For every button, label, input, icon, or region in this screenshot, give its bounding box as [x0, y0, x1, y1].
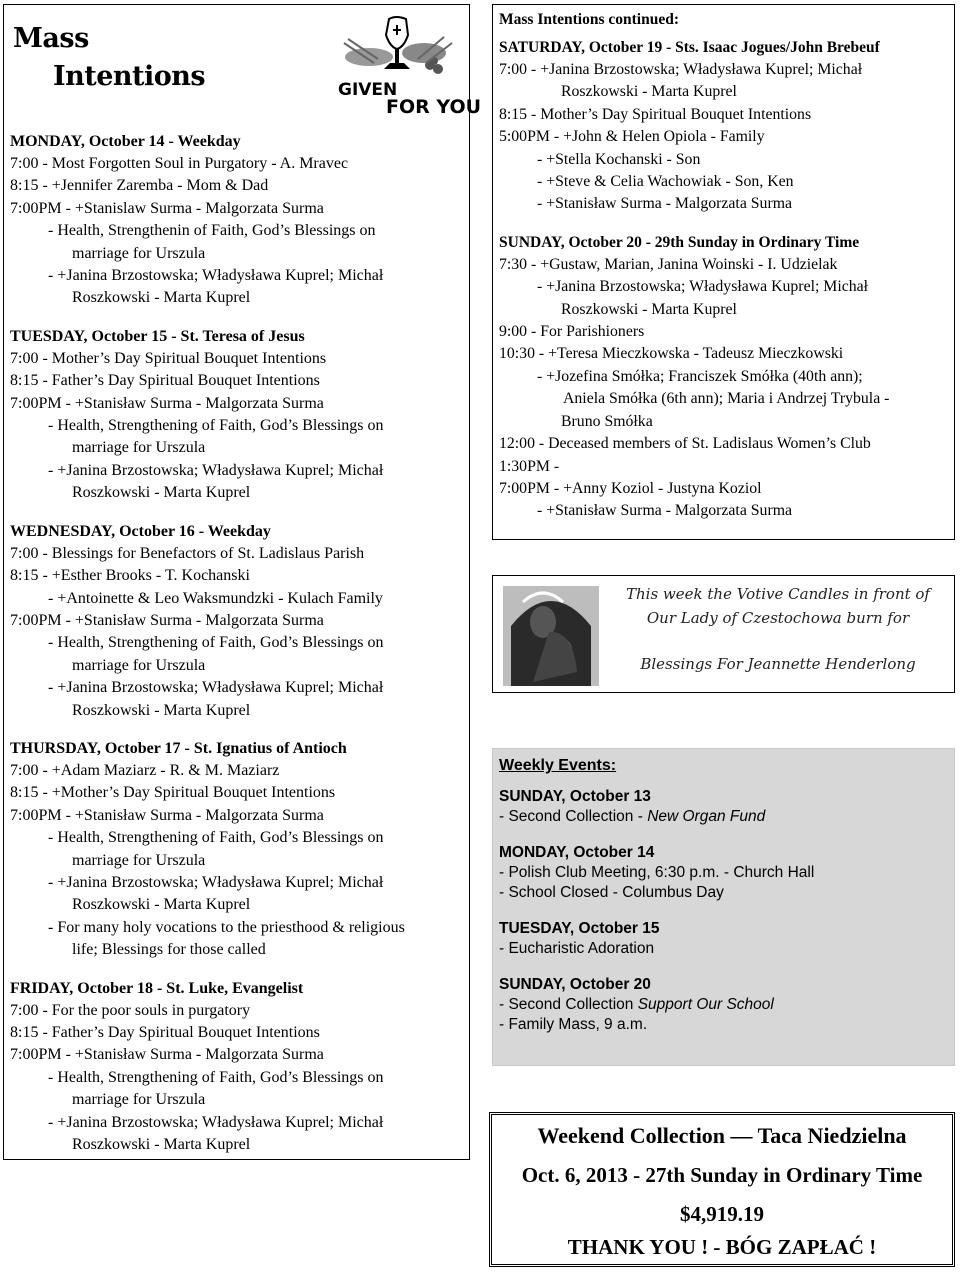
day-heading: SATURDAY, October 19 - Sts. Isaac Jogues/John Brebeuf [499, 39, 880, 56]
day-heading: FRIDAY, October 18 - St. Luke, Evangelist [10, 979, 304, 997]
collection-amount: $4,919.19 [680, 1202, 764, 1226]
intention-entry: - +Janina Brzostowska; Władysława Kuprel; Michał [48, 461, 384, 479]
intention-entry: 7:30 - +Gustaw, Marian, Janina Woinski - I. Udzielak [499, 255, 838, 273]
intention-entry: - Health, Strengthening of Faith, God’s Blessings on [48, 417, 384, 435]
collection-title: Weekend Collection — Taca Niedzielna [537, 1123, 907, 1148]
weekly-event-italic: Support Our School [637, 996, 774, 1013]
weekly-event-group [499, 787, 948, 827]
intention-entry: 9:00 - For Parishioners [499, 323, 645, 341]
weekly-event-item [499, 863, 948, 883]
intention-entry: 7:00PM - +Stanislaw Surma - Malgorzata Surma [10, 199, 324, 217]
intention-entry: - Health, Strengthening of Faith, God’s Blessings on [48, 829, 384, 847]
intention-entry: - +Janina Brzostowska; Władysława Kuprel; Michał [48, 873, 384, 891]
weekly-event-day: SUNDAY, October 13 [499, 788, 651, 805]
intention-entry: 12:00 - Deceased members of St. Ladislaus Women’s Club [499, 435, 871, 453]
intention-entry: - +Stella Kochanski - Son [537, 150, 701, 168]
weekly-event-text: - School Closed - Columbus Day [499, 884, 724, 901]
intention-entry: 7:00 - Most Forgotten Soul in Purgatory - A. Mravec [10, 155, 349, 172]
weekly-event-item [499, 1015, 948, 1035]
mass-intentions-panel [3, 4, 482, 1160]
intention-entry: - +Janina Brzostowska; Władysława Kuprel; Michał [537, 278, 869, 296]
day-heading: MONDAY, October 14 - Weekday [10, 133, 241, 150]
collection-thanks: THANK YOU ! - BÓG ZAPŁAĆ ! [567, 1235, 877, 1259]
mass-intentions-continued-panel [492, 4, 955, 540]
intention-entry: Roszkowski - Marta Kuprel [72, 896, 251, 914]
intention-entry: 7:00 - Mother’s Day Spiritual Bouquet Intentions [10, 349, 327, 367]
day-heading: TUESDAY, October 15 - St. Teresa of Jesus [10, 327, 305, 345]
votive-line-2: Our Lady of Czestochowa burn for [646, 609, 910, 627]
weekly-event-day: SUNDAY, October 20 [499, 976, 651, 993]
day-block [10, 131, 463, 310]
intention-entry: marriage for Urszula [72, 1091, 206, 1109]
intention-entry: 7:00 - For the poor souls in purgatory [10, 1001, 251, 1019]
intention-entry: 10:30 - +Teresa Mieczkowska - Tadeusz Mieczkowski [499, 345, 844, 363]
intention-entry: 8:15 - Father’s Day Spiritual Bouquet Intentions [10, 372, 320, 390]
right-days-list [499, 37, 948, 523]
weekly-events-list [499, 787, 948, 1035]
intention-entry: 7:00PM - +Anny Koziol - Justyna Koziol [499, 479, 762, 497]
weekend-collection-panel [489, 1112, 955, 1267]
weekly-event-item [499, 883, 948, 903]
intention-entry: - Health, Strengthening of Faith, God’s Blessings on [48, 634, 384, 652]
votive-line-3: Blessings For Jeannette Henderlong [640, 655, 916, 673]
weekly-event-text: - Second Collection - [499, 808, 648, 825]
intention-entry: 7:00PM - +Stanisław Surma - Malgorzata Surma [10, 806, 324, 824]
intention-entry: - +Jozefina Smółka; Franciszek Smółka (40th ann); [537, 367, 863, 385]
intention-entry: 8:15 - Father’s Day Spiritual Bouquet Intentions [10, 1024, 320, 1041]
logo-text-for-you: FOR YOU [386, 96, 482, 118]
intention-entry: 7:00PM - +Stanisław Surma - Malgorzata Surma [10, 394, 324, 412]
weekly-event-item [499, 939, 948, 959]
intention-entry: - +Janina Brzostowska; Władysława Kuprel; Michał [48, 1113, 384, 1131]
intention-entry: - Health, Strengthenin of Faith, God’s Blessings on [48, 222, 376, 240]
intention-entry: 8:15 - +Esther Brooks - T. Kochanski [10, 567, 250, 585]
intention-entry: 7:00 - +Janina Brzostowska; Władysława Kuprel; Michał [499, 61, 863, 78]
intention-entry: marriage for Urszula [72, 851, 206, 869]
votive-text [605, 582, 951, 676]
intention-entry: marriage for Urszula [72, 244, 206, 262]
day-heading: THURSDAY, October 17 - St. Ignatius of Antioch [10, 739, 347, 757]
intention-entry: Roszkowski - Marta Kuprel [72, 289, 251, 307]
intention-entry: - +Antoinette & Leo Waksmundzki - Kulach Family [48, 589, 383, 607]
weekly-event-text: - Polish Club Meeting, 6:30 p.m. - Church Hall [499, 864, 815, 881]
day-block [499, 37, 948, 216]
day-heading: SUNDAY, October 20 - 29th Sunday in Ordinary Time [499, 233, 860, 251]
weekly-event-text: - Eucharistic Adoration [499, 940, 655, 957]
intention-entry: - For many holy vocations to the priesthood & religious [48, 918, 405, 936]
weekly-events-panel [492, 748, 955, 1066]
intention-entry: marriage for Urszula [72, 439, 206, 457]
day-block [499, 232, 948, 523]
intention-entry: 8:15 - +Mother’s Day Spiritual Bouquet Intentions [10, 784, 336, 802]
intention-entry: - Health, Strengthening of Faith, God’s Blessings on [48, 1068, 384, 1086]
weekly-event-day: MONDAY, October 14 [499, 844, 655, 861]
intention-entry: marriage for Urszula [72, 656, 206, 674]
day-block [10, 326, 463, 505]
intention-entry: 7:00 - +Adam Maziarz - R. & M. Maziarz [10, 761, 280, 779]
weekly-event-item [499, 995, 948, 1015]
intention-entry: - +Stanisław Surma - Malgorzata Surma [537, 195, 793, 213]
intention-entry: 8:15 - Mother’s Day Spiritual Bouquet Intentions [499, 105, 812, 123]
intention-entry: - +Stanisław Surma - Malgorzata Surma [537, 502, 793, 520]
intention-entry: - +Janina Brzostowska; Władysława Kuprel; Michał [48, 679, 384, 697]
weekly-events-heading [499, 757, 948, 775]
given-for-you-logo [334, 13, 482, 118]
votive-line-1: This week the Votive Candles in front of [626, 585, 930, 603]
intention-entry: Roszkowski - Marta Kuprel [72, 701, 251, 719]
day-block [10, 521, 463, 722]
day-heading: WEDNESDAY, October 16 - Weekday [10, 522, 271, 540]
intention-entry: 5:00PM - +John & Helen Opiola - Family [499, 128, 765, 146]
intention-entry: - +Steve & Celia Wachowiak - Son, Ken [537, 173, 794, 191]
intention-entry: 7:00PM - +Stanisław Surma - Malgorzata Surma [10, 611, 324, 629]
intention-entry: Roszkowski - Marta Kuprel [561, 83, 737, 101]
weekly-event-text: - Second Collection [499, 996, 638, 1013]
weekly-events-heading-text: Weekly Events [499, 757, 611, 774]
weekly-event-text: - Family Mass, 9 a.m. [499, 1016, 648, 1033]
our-lady-of-czestochowa-icon [503, 586, 599, 686]
weekly-events-heading-colon: : [610, 757, 617, 774]
intention-entry: Aniela Smółka (6th ann); Maria i Andrzej Trybula - [563, 390, 890, 408]
weekly-event-item [499, 807, 948, 827]
day-block [10, 738, 463, 962]
weekly-event-group [499, 843, 948, 903]
weekly-event-day: TUESDAY, October 15 [499, 920, 660, 937]
title-line-1: Mass [13, 23, 89, 54]
weekly-event-group [499, 919, 948, 959]
continued-header: Mass Intentions continued: [499, 11, 679, 28]
intention-entry: 1:30PM - [499, 457, 560, 475]
title-line-2: Intentions [53, 61, 206, 92]
day-block [10, 978, 463, 1157]
votive-candles-panel [492, 575, 955, 693]
intention-entry: 8:15 - +Jennifer Zaremba - Mom & Dad [10, 177, 269, 195]
intention-entry: 7:00PM - +Stanisław Surma - Malgorzata Surma [10, 1046, 324, 1064]
intention-entry: Roszkowski - Marta Kuprel [72, 1136, 251, 1154]
intention-entry: Roszkowski - Marta Kuprel [561, 300, 737, 318]
intention-entry: Roszkowski - Marta Kuprel [72, 484, 251, 502]
intention-entry: - +Janina Brzostowska; Władysława Kuprel; Michał [48, 267, 384, 285]
weekly-event-italic: New Organ Fund [647, 808, 766, 825]
collection-date: Oct. 6, 2013 - 27th Sunday in Ordinary Time [521, 1163, 923, 1187]
intention-entry: 7:00 - Blessings for Benefactors of St. Ladislaus Parish [10, 544, 365, 562]
weekly-event-group [499, 975, 948, 1035]
left-days-list [10, 131, 463, 1156]
intention-entry: life; Blessings for those called [72, 941, 266, 959]
intention-entry: Bruno Smółka [561, 412, 653, 430]
logo-text-given: GIVEN [338, 80, 398, 100]
